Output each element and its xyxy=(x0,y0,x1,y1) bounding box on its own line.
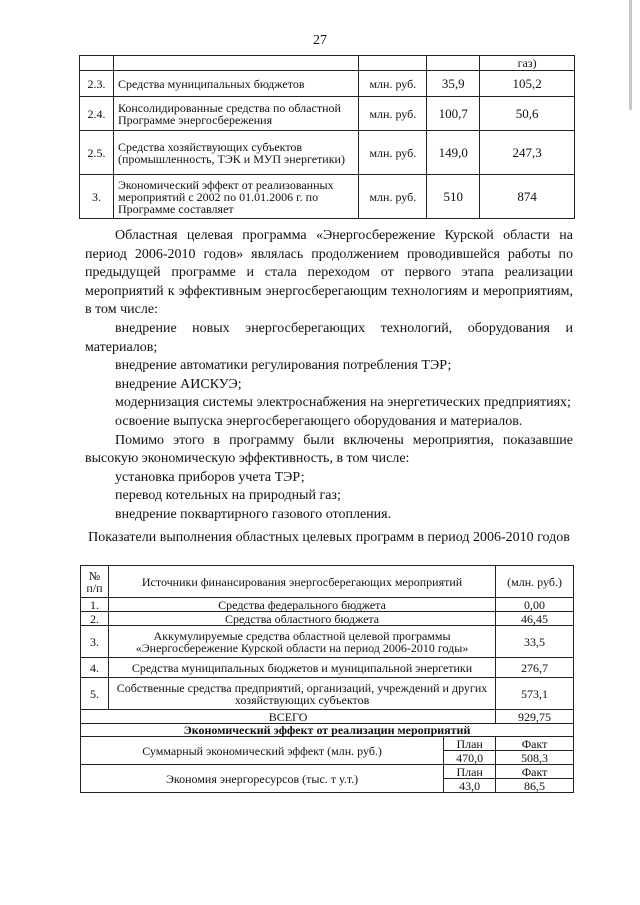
table-row xyxy=(80,71,575,97)
row-value: 33,5 xyxy=(496,626,574,658)
total-label: ВСЕГО xyxy=(81,710,496,724)
row-value: 276,7 xyxy=(496,658,574,678)
row-value: 35,9 xyxy=(427,71,480,97)
paragraph: внедрение автоматики регулирования потребления ТЭР; xyxy=(115,358,452,374)
column-header: № п/п xyxy=(81,566,109,598)
row-number: 3. xyxy=(80,175,114,219)
row-value: 100,7 xyxy=(427,97,480,131)
table-row xyxy=(80,97,575,131)
row-value: 0,00 xyxy=(496,598,574,612)
paragraph: внедрение АИСКУЭ; xyxy=(115,376,242,392)
row-label: Экономический эффект от реализованных мероприятий с 2002 по 01.01.2006 г. по Программе составляет xyxy=(113,175,358,219)
table-row xyxy=(81,765,574,779)
fact-value: 508,3 xyxy=(496,751,574,765)
row-label: Средства областного бюджета xyxy=(108,612,495,626)
paragraph: освоение выпуска энергосберегающего оборудования и материалов. xyxy=(115,413,523,429)
plan-value: 43,0 xyxy=(444,779,496,793)
row-value: 874 xyxy=(480,175,575,219)
row-value: 50,6 xyxy=(480,97,575,131)
fact-value: 86,5 xyxy=(496,779,574,793)
row-number: 5. xyxy=(81,678,109,710)
row-unit: млн. руб. xyxy=(359,131,427,175)
programs-table xyxy=(80,565,574,793)
paragraph: перевод котельных на природный газ; xyxy=(115,488,341,504)
table-header-row xyxy=(81,566,574,598)
fact-label: Факт xyxy=(496,765,574,779)
row-number: 2. xyxy=(81,612,109,626)
effect-label: Экономия энергоресурсов (тыс. т у.т.) xyxy=(81,765,444,793)
table-cell: газ) xyxy=(480,56,575,71)
fact-label: Факт xyxy=(496,737,574,751)
table-caption: Показатели выполнения областных целевых программ в период 2006-2010 годов xyxy=(88,530,570,545)
row-number: 2.4. xyxy=(80,97,114,131)
row-value: 573,1 xyxy=(496,678,574,710)
plan-label: План xyxy=(444,737,496,751)
body-text xyxy=(85,227,573,525)
table-row xyxy=(80,131,575,175)
total-row xyxy=(81,710,574,724)
table-row xyxy=(80,56,575,71)
row-label: Средства хозяйствующих субъектов (промышленность, ТЭК и МУП энергетики) xyxy=(113,131,358,175)
row-unit: млн. руб. xyxy=(359,71,427,97)
table-row xyxy=(81,598,574,612)
table-row xyxy=(81,678,574,710)
table-row xyxy=(81,658,574,678)
row-number: 4. xyxy=(81,658,109,678)
effect-header-row xyxy=(81,724,574,737)
effect-header: Экономический эффект от реализации мероприятий xyxy=(81,724,574,737)
row-label: Средства федерального бюджета xyxy=(108,598,495,612)
paragraph: установка приборов учета ТЭР; xyxy=(115,469,305,485)
row-label: Аккумулируемые средства областной целевой программы «Энергосбережение Курской области на период 2006-2010 годы» xyxy=(108,626,495,658)
row-unit: млн. руб. xyxy=(359,175,427,219)
row-value: 105,2 xyxy=(480,71,575,97)
row-value: 510 xyxy=(427,175,480,219)
paragraph: внедрение поквартирного газового отопления. xyxy=(115,506,392,522)
row-label: Средства муниципальных бюджетов и муниципальной энергетики xyxy=(108,658,495,678)
row-number: 2.3. xyxy=(80,71,114,97)
row-value: 149,0 xyxy=(427,131,480,175)
table-row xyxy=(81,626,574,658)
table-row xyxy=(81,737,574,751)
budget-table xyxy=(79,55,575,219)
row-value: 247,3 xyxy=(480,131,575,175)
total-value: 929,75 xyxy=(496,710,574,724)
row-number: 2.5. xyxy=(80,131,114,175)
row-label: Средства муниципальных бюджетов xyxy=(113,71,358,97)
row-number: 3. xyxy=(81,626,109,658)
column-header: (млн. руб.) xyxy=(496,566,574,598)
plan-value: 470,0 xyxy=(444,751,496,765)
plan-label: План xyxy=(444,765,496,779)
table-row xyxy=(80,175,575,219)
scan-edge-mark xyxy=(629,0,632,110)
paragraph: модернизация системы электроснабжения на энергетических предприятиях; xyxy=(115,395,571,411)
paragraph: внедрение новых энергосберегающих технологий, оборудования и материалов; xyxy=(85,320,573,355)
column-header: Источники финансирования энергосберегающих мероприятий xyxy=(108,566,495,598)
table-row xyxy=(81,612,574,626)
row-label: Консолидированные средства по областной Программе энергосбережения xyxy=(113,97,358,131)
row-label: Собственные средства предприятий, организаций, учреждений и других хозяйствующих субъектов xyxy=(108,678,495,710)
row-value: 46,45 xyxy=(496,612,574,626)
paragraph: Областная целевая программа «Энергосбережение Курской области на период 2006-2010 годов» являлась продолжением проводившейся работы по предыдущей программе и стала переходом от первого этапа реализации мероприятий к эффективным энергосберегающим технологиям и мероприятиям, в том числе: xyxy=(85,228,573,318)
page-number: 27 xyxy=(313,33,327,48)
row-number: 1. xyxy=(81,598,109,612)
row-unit: млн. руб. xyxy=(359,97,427,131)
paragraph: Помимо этого в программу были включены мероприятия, показавшие высокую экономическую эффективность, в том числе: xyxy=(85,432,573,467)
effect-label: Суммарный экономический эффект (млн. руб.) xyxy=(81,737,444,765)
